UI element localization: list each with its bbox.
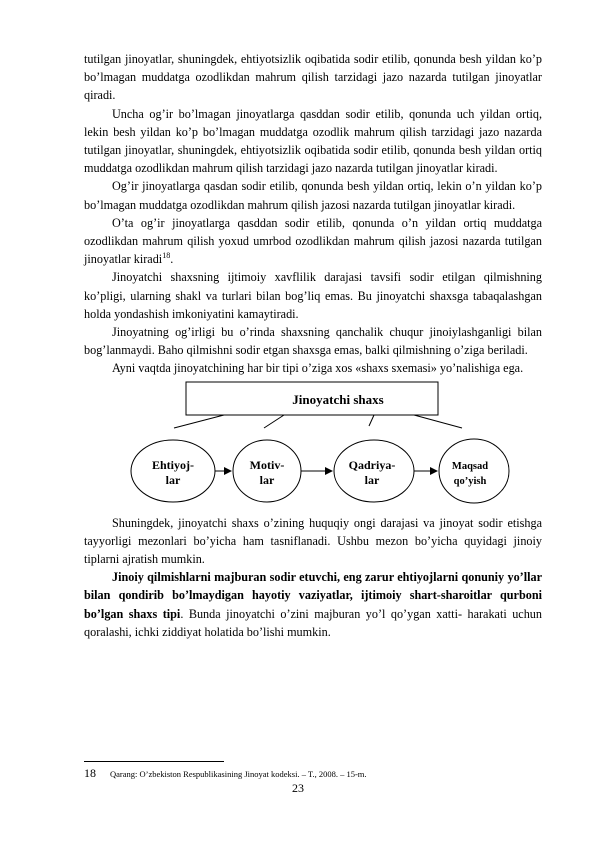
footnote-ref[interactable]: 18 [162,251,171,261]
paragraph-3-end: . [170,252,174,267]
node-label: Maqsad [451,460,489,472]
paragraph-3-text: O’ta og’ir jinoyatlarga qasddan sodir etilib, qonunda o’n yildan ortiq muddatga ozodlikdan mahrum qilish yoxud umrbod ozodlikdan mahrum qilish jazosi nazarda tutilgan jinoyatlar kiradi [84,215,542,267]
node-label: lar [165,472,181,487]
connector-line [414,415,462,428]
paragraph-1: Uncha og’ir bo’lmagan jinoyatlarga qasddan sodir etilib, qonunda uch yildan ortiq, lekin besh yildan ko’p bo’lmagan muddatga ozodlik mahrum qilish tarzidagi jazo nazarda tutilgan jinoyatlar, shuningdek, ehtiyotsizlik oqibatida sodir etilib, qonunda besh yildan ortiq muddatga ozodlikdan mahrum qilish tarzidagi jazo nazarda tutilgan jinoyatlar kiradi. [84,106,542,176]
paragraph-8-bold: Jinoiy qilmishlarni majburan sodir etuvchi, eng zarur ehtiyojlarni qonuniy yo’llar bilan qondirib bo’lmaydigan hayotiy vaziyatlar, ijtimoiy shart-sharoitlar qurboni bo’lgan shaxs tipi [84,570,542,621]
paragraph-4: Jinoyatchi shaxsning ijtimoiy xavflilik darajasi tavsifi sodir etilgan qilmishning ko’pligi, ularning shakl va turlari bilan bog’liq emas. Bu jinoyatchi shaxsga tabaqalashgan holda yondashish imkoniyatini kamaytiradi. [84,270,542,321]
paragraph-5: Jinoyatning og’irligi bu o’rinda shaxsning qanchalik chuqur jinoiylashganligi bilan bog’lanmaydi. Baho qilmishni sodir etgan shaxsga emas, balki qilmishning o’ziga beriladi. [84,325,542,358]
connector-line [264,415,284,428]
node-label: qo’yish [453,475,487,487]
paragraph-3 [84,214,542,269]
node-label: Ehtiyoj- [152,457,194,472]
connector-line [369,415,374,426]
paragraph-7: Shuningdek, jinoyatchi shaxs o’zining huquqiy ongi darajasi va jinoyat sodir etishga tayyorligi mezonlari bo’yicha ham tasniflanadi. Ushbu mezon bo’yicha quyidagi jinoiy tiplarni ajratish mumkin. [84,515,542,567]
page-number: 23 [292,781,304,795]
diagram-svg [84,380,542,510]
node-label: Motiv- [249,457,285,472]
node-label: lar [259,472,275,487]
footnote-number: 18 [84,766,96,780]
footnote [84,766,554,781]
paragraph-8 [84,568,542,641]
connector-line [174,415,224,428]
personality-diagram [84,380,542,510]
page-body [84,50,542,641]
paragraph-6: Ayni vaqtda jinoyatchining har bir tipi o’ziga xos «shaxs sxemasi» yo’nalishiga ega. [112,361,524,376]
node-label: Qadriya- [348,457,396,472]
footnote-text: Qarang: O’zbekiston Respublikasining Jinoyat kodeksi. – T., 2008. – 15-m. [110,769,367,779]
node-label: lar [364,472,380,487]
diagram-title: Jinoyatchi shaxs [292,391,384,407]
paragraph-8-rest: . Bunda jinoyatchi o’zini majburan yo’l qo’ygan xatti- harakati uchun qoralashi, ichki ziddiyat holatida bo’lishi mumkin. [84,606,542,639]
paragraph-2: Og’ir jinoyatlarga qasdan sodir etilib, qonunda besh yildan ortiq, lekin o’n yildan ko’p bo’lmagan muddatga ozodlikdan mahrum qilish jazosi nazarda tutilgan jinoyatlar kiradi. [84,179,542,212]
footnote-divider [84,761,224,762]
paragraph-0: tutilgan jinoyatlar, shuningdek, ehtiyotsizlik oqibatida sodir etilib, qonunda besh yildan ko’p bo’lmagan muddatga ozodlikdan mahrum qilish tarzidagi jazo nazarda tutilgan jinoyatlar qiradi. [84,52,542,103]
